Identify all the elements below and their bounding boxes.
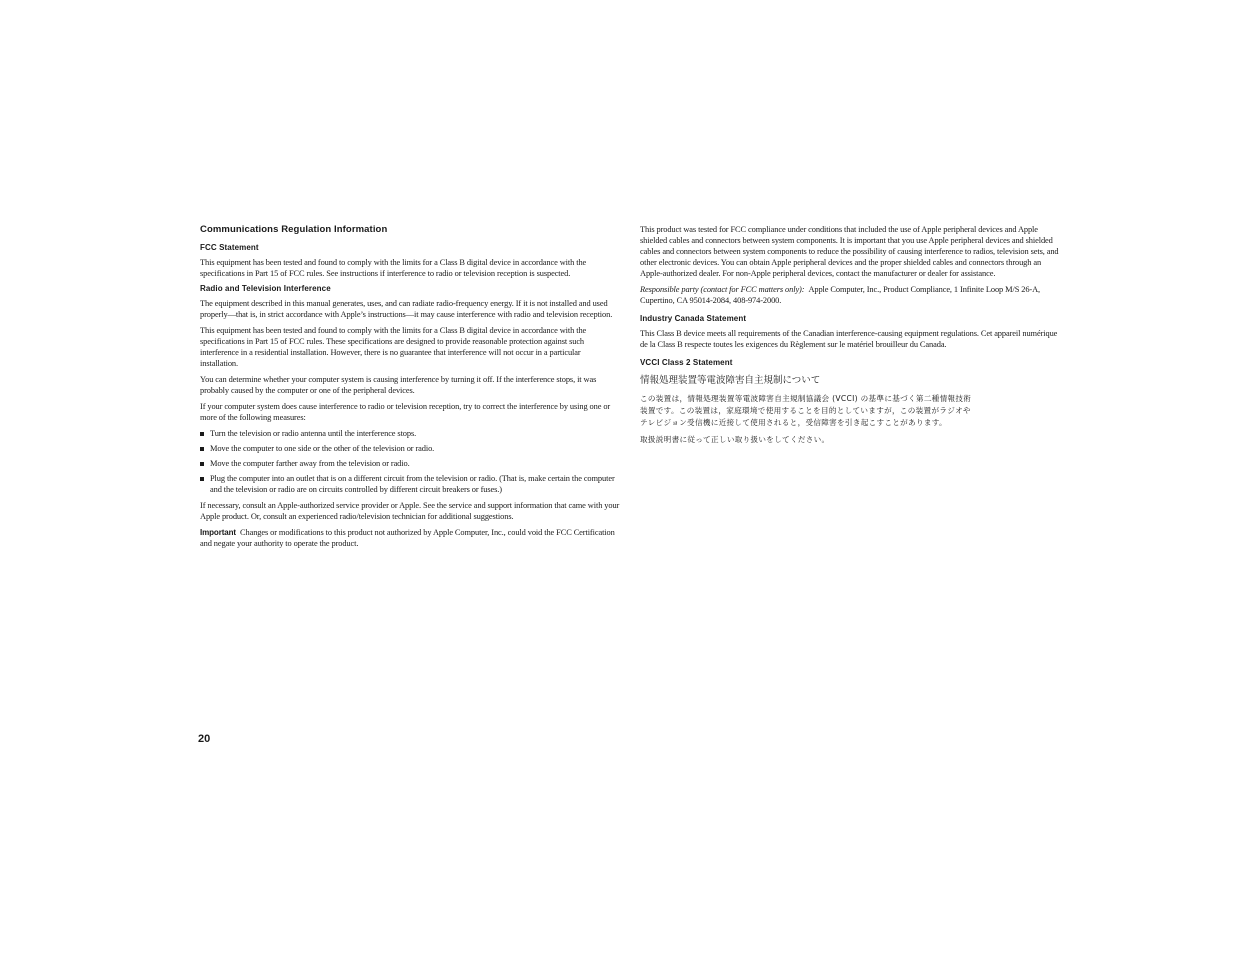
radio-tv-paragraph-5: If necessary, consult an Apple-authorized service provider or Apple. See the service and support information that came with your Apple product. Or, consult an experienced radio/television technician for additional suggestions. (200, 501, 620, 521)
responsible-party (640, 284, 1062, 306)
bullet-icon (200, 447, 204, 451)
compliance-paragraph: This product was tested for FCC compliance under conditions that included the use of Apple peripheral devices and Apple shielded cables and connectors between system components. It is important that you use Apple peripheral devices and shielded cables and connectors between system components to reduce the possibility of causing interference to radios, television sets, and other electronic devices. You can obtain Apple peripheral devices and the proper shielded cables and connectors through an Apple-authorized dealer. For non-Apple peripheral devices, contact the manufacturer or dealer for assistance. (640, 225, 1059, 278)
bullet-icon (200, 432, 204, 436)
list-item: Move the computer farther away from the television or radio. (200, 458, 620, 469)
canada-paragraph: This Class B device meets all requirements of the Canadian interference-causing equipment regulations. Cet appareil numérique de la Class B respecte toutes les exigences du Règlement sur le matériel brouilleur du Canada. (640, 329, 1058, 349)
important-note (200, 527, 620, 549)
radio-tv-paragraph-3: You can determine whether your computer system is causing interference by turning it off. If the interference stops, it was probably caused by the computer or one of the peripheral devices. (200, 375, 597, 395)
vcci-heading: VCCI Class 2 Statement (640, 358, 733, 367)
radio-tv-paragraph-4: If your computer system does cause interference to radio or television reception, try to correct the interference by using one or more of the following measures: (200, 402, 611, 422)
vcci-japanese-title: 情報処理装置等電波障害自主規制について (640, 375, 821, 386)
fcc-heading: FCC Statement (200, 243, 259, 252)
list-item: Turn the television or radio antenna until the interference stops. (200, 428, 620, 439)
radio-tv-heading: Radio and Television Interference (200, 284, 331, 293)
bullet-icon (200, 477, 204, 481)
section-title: Communications Regulation Information (200, 224, 388, 235)
responsible-text: Apple Computer, Inc., Product Compliance, 1 Infinite Loop M/S 26-A, Cupertino, CA 95014-2084, 408-974-2000. (640, 285, 1041, 305)
important-text: Changes or modifications to this product not authorized by Apple Computer, Inc., could void the FCC Certification and negate your authority to operate the product. (200, 528, 615, 548)
measures-list (200, 428, 620, 495)
radio-tv-paragraph-1: The equipment described in this manual generates, uses, and can radiate radio-frequency energy. If it is not installed and used properly—that is, in strict accordance with Apple’s instructions—it may cause interference with radio and television reception. (200, 299, 613, 319)
list-item: Move the computer to one side or the other of the television or radio. (200, 443, 620, 454)
radio-tv-paragraph-2: This equipment has been tested and found to comply with the limits for a Class B digital device in accordance with the specifications in Part 15 of FCC rules. These specifications are designed to provide reasonable protection against such interference in a residential installation. However, there is no guarantee that interference will not occur in a particular installation. (200, 326, 587, 368)
important-label: Important (200, 528, 236, 537)
bullet-icon (200, 462, 204, 466)
vcci-japanese-paragraph-2: 取扱説明書に従って正しい取り扱いをしてください。 (640, 435, 830, 444)
responsible-label: Responsible party (contact for FCC matters only): (640, 285, 805, 294)
page-number: 20 (198, 733, 211, 745)
fcc-paragraph: This equipment has been tested and found to comply with the limits for a Class B digital device in accordance with the specifications in Part 15 of FCC rules. See instructions if interference to radio or television reception is suspected. (200, 258, 587, 278)
right-column (640, 224, 1062, 451)
left-column (200, 224, 620, 554)
vcci-japanese-paragraph-1: この装置は，情報処理装置等電波障害自主規制協議会 (VCCI) の基準に基づく第二種情報技術 装置です。この装置は，家庭環境で使用することを目的としていますが，この装置がラジオや テレビジョン受信機に近接して使用されると，受信障害を引き起こすことがあります。 (640, 394, 972, 427)
list-item: Plug the computer into an outlet that is on a different circuit from the television or radio. (That is, make certain the computer and the television or radio are on circuits controlled by different circuit breakers or fuses.) (200, 473, 620, 495)
canada-heading: Industry Canada Statement (640, 314, 747, 323)
